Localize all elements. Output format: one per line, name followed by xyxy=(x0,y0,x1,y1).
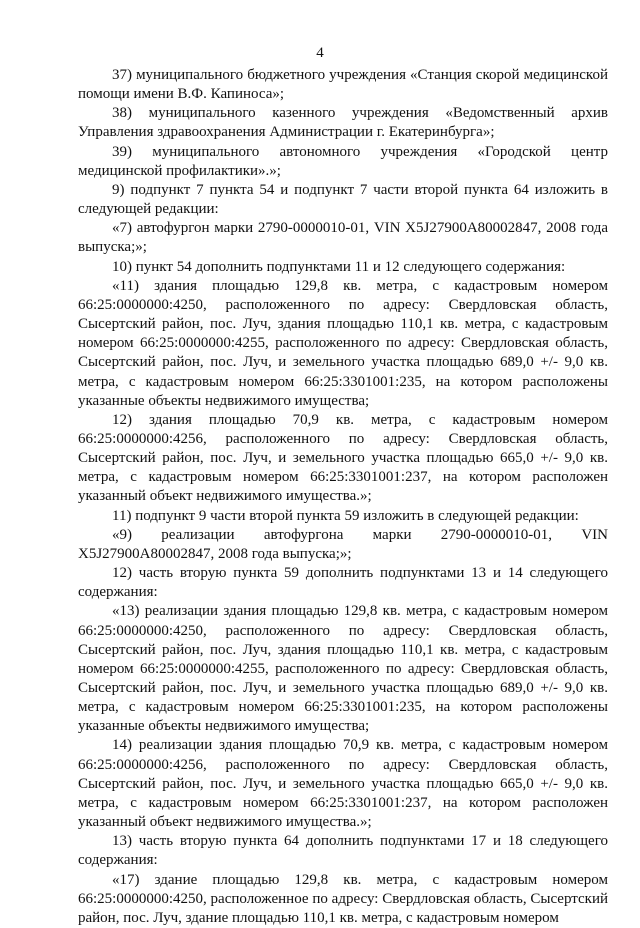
paragraph: 38) муниципального казенного учреждения «Ведомственный архив Управления здравоохранения Администрации г. Екатеринбурга»; xyxy=(78,105,608,141)
page-number: 4 xyxy=(316,45,324,61)
paragraph: «9) реализации автофургона марки 2790-0000010-01, VIN X5J27900A80002847, 2008 года выпуска;»; xyxy=(78,526,608,562)
paragraph: 14) реализации здания площадью 70,9 кв. метра, с кадастровым номером 66:25:0000000:4256, расположенного по адресу: Свердловская область, Сысертский район, пос. Луч, и земельного участка площадью 665,0 +/- 9,0 кв. метра, с кадастровым номером 66:25:3301001:237, на котором расположен указанный объект недвижимого имущества.»; xyxy=(78,737,608,831)
paragraph: 39) муниципального автономного учреждения «Городской центр медицинской профилактики».»; xyxy=(78,143,608,179)
paragraph: «17) здание площадью 129,8 кв. метра, с кадастровым номером 66:25:0000000:4250, расположенное по адресу: Свердловская область, Сысертский район, пос. Луч, здание площадью 110,1 кв. метра, с кадастровым номером xyxy=(78,871,608,926)
paragraph: 10) пункт 54 дополнить подпунктами 11 и 12 следующего содержания: xyxy=(112,258,566,275)
paragraph: 37) муниципального бюджетного учреждения «Станция скорой медицинской помощи имени В.Ф. Капиноса»; xyxy=(78,67,608,103)
paragraph: 13) часть вторую пункта 64 дополнить подпунктами 17 и 18 следующего содержания: xyxy=(78,833,608,869)
document-body xyxy=(78,66,608,928)
paragraph: «13) реализации здания площадью 129,8 кв. метра, с кадастровым номером 66:25:0000000:4250, расположенного по адресу: Свердловская область, Сысертский район, пос. Луч, здания площадью 110,1 кв. метра, с кадастровым номером 66:25:0000000:4255, расположенного по адресу: Свердловская область, Сысертский район, пос. Луч, и земельного участка площадью 689,0 +/- 9,0 кв. метра, с кадастровым номером 66:25:3301001:235, на котором расположены указанные объекты недвижимого имущества; xyxy=(78,603,608,735)
paragraph: «11) здания площадью 129,8 кв. метра, с кадастровым номером 66:25:0000000:4250, расположенного по адресу: Свердловская область, Сысертский район, пос. Луч, здания площадью 110,1 кв. метра, с кадастровым номером 66:25:0000000:4255, расположенного по адресу: Свердловская область, Сысертский район, пос. Луч, и земельного участка площадью 689,0 +/- 9,0 кв. метра, с кадастровым номером 66:25:3301001:235, на котором расположены указанные объекты недвижимого имущества; xyxy=(78,277,608,409)
paragraph: 12) часть вторую пункта 59 дополнить подпунктами 13 и 14 следующего содержания: xyxy=(78,565,608,601)
paragraph: 12) здания площадью 70,9 кв. метра, с кадастровым номером 66:25:0000000:4256, расположенного по адресу: Свердловская область, Сысертский район, пос. Луч, и земельного участка площадью 665,0 +/- 9,0 кв. метра, с кадастровым номером 66:25:3301001:237, на котором расположен указанный объект недвижимого имущества.»; xyxy=(78,411,608,505)
paragraph: 11) подпункт 9 части второй пункта 59 изложить в следующей редакции: xyxy=(112,507,579,524)
paragraph: «7) автофургон марки 2790-0000010-01, VIN X5J27900A80002847, 2008 года выпуска;»; xyxy=(78,220,608,256)
paragraph: 9) подпункт 7 пункта 54 и подпункт 7 части второй пункта 64 изложить в следующей редакции: xyxy=(78,181,608,218)
